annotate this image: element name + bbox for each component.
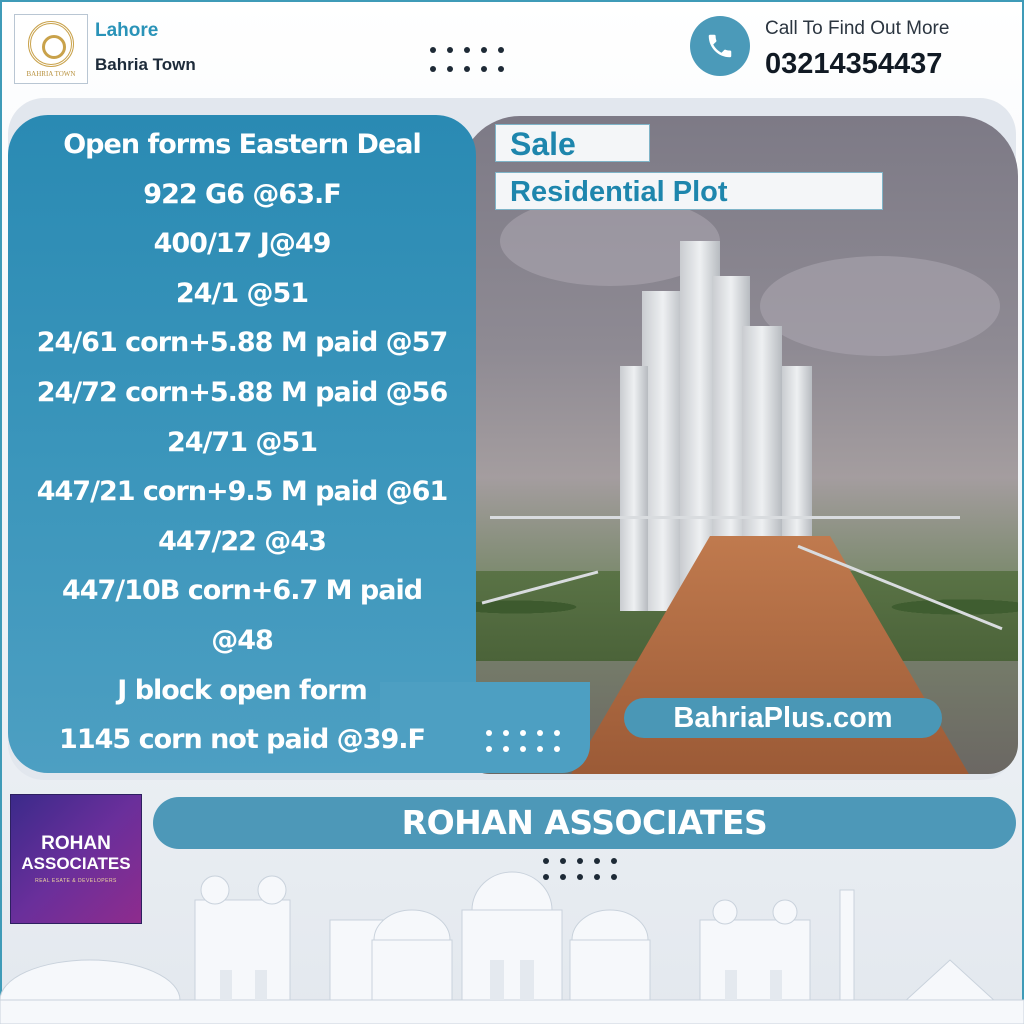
decorative-dots-header	[430, 47, 504, 72]
listing-line: Open forms Eastern Deal	[63, 129, 421, 160]
logo-emblem	[28, 21, 74, 67]
listing-line: 1145 corn not paid @39.F	[59, 724, 425, 756]
property-type-tag: Residential Plot	[495, 172, 883, 210]
listing-lines	[8, 120, 476, 765]
bahria-town-logo-icon	[14, 14, 88, 84]
listing-line: 922 G6 @63.F	[143, 178, 341, 210]
listing-line: 24/1 @51	[175, 277, 309, 309]
logo-line-1: ROHAN	[41, 833, 111, 854]
phone-icon[interactable]	[690, 16, 750, 76]
listing-line: 24/61 corn+5.88 M paid @57	[36, 327, 448, 359]
agency-name-bar: ROHAN ASSOCIATES	[153, 797, 1016, 849]
logo-tagline: REAL ESATE & DEVELOPERS	[35, 878, 117, 884]
city-skyline	[0, 850, 1024, 1024]
listing-line: 24/71 @51	[167, 426, 317, 458]
property-photo	[460, 116, 1018, 774]
listing-line: 447/22 @43	[158, 525, 326, 557]
listing-line: 447/21 corn+9.5 M paid @61	[36, 476, 448, 508]
listing-line: @48	[211, 624, 273, 656]
website-link[interactable]: BahriaPlus.com	[624, 698, 942, 738]
decorative-dots-card	[486, 730, 560, 752]
listing-line: 447/10B corn+6.7 M paid	[61, 575, 423, 607]
call-label: Call To Find Out More	[765, 18, 950, 39]
listing-line: 24/72 corn+5.88 M paid @56	[36, 376, 448, 408]
listing-line: 400/17 J@49	[153, 228, 331, 260]
logo-line-2: ASSOCIATES	[21, 854, 131, 873]
logo-caption: BAHRIA TOWN	[26, 69, 76, 78]
listing-line: J block open form	[117, 674, 367, 706]
phone-number[interactable]: 03214354437	[765, 48, 943, 80]
area-label: Bahria Town	[95, 55, 196, 74]
listing-type-tag: Sale	[495, 124, 650, 162]
city-label: Lahore	[95, 20, 159, 41]
